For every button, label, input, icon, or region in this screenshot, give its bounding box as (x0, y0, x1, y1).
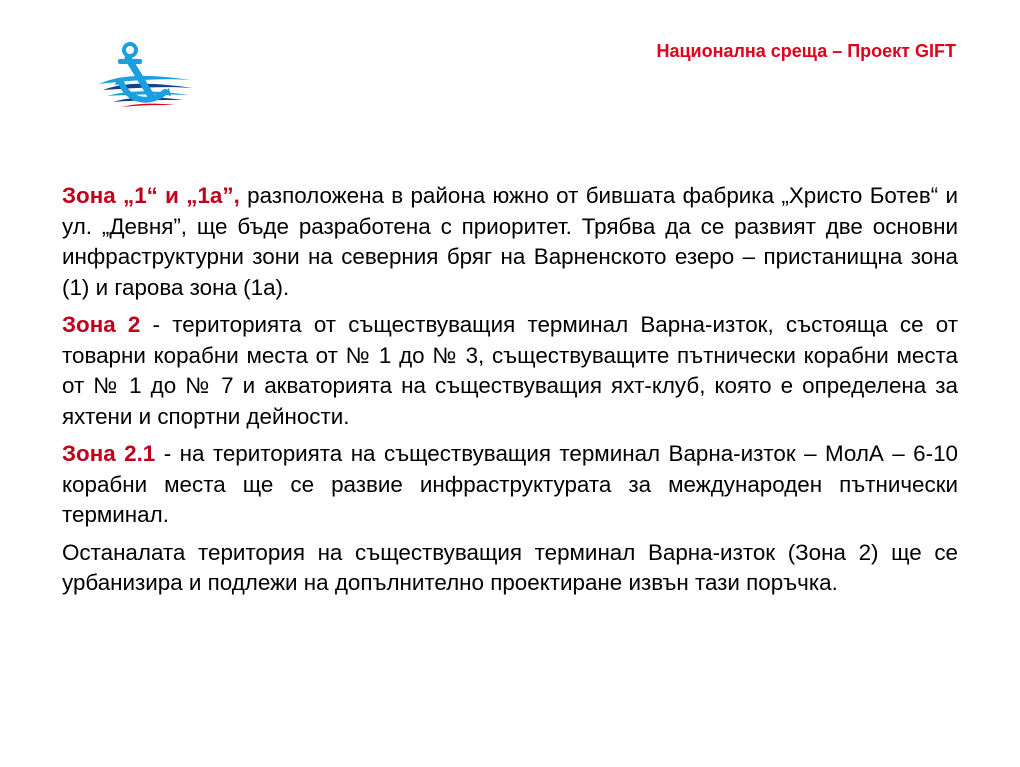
paragraph-remaining-territory (62, 538, 958, 599)
zone-1-label: Зона „1“ и „1а”, (62, 183, 240, 208)
paragraph-zone-2-1 (62, 439, 958, 531)
remaining-territory-text: Останалата територия на съществуващия терминал Варна-изток (Зона 2) ще се урбанизира и подлежи на допълнително проектиране извън тази поръчка. (62, 539, 958, 595)
zone-1-text: разположена в района южно от бившата фабрика „Христо Ботев“ и ул. „Девня”, ще бъде разработена с приоритет. Трябва да се развият две основни инфраструктурни зони на северния бряг на Варненското езеро – пристанищна зона (1) и гарова зона (1а). (62, 183, 959, 300)
zone-2-text: - територията от съществуващия терминал Варна-изток, състояща се от товарни корабни места от № 1 до № 3, съществуващите пътнически корабни места от № 1 до № 7 и акваторията на съществуващия яхт-клуб, която е определена за яхтени и спортни дейности. (62, 312, 958, 429)
zone-2-label: Зона 2 (62, 312, 141, 337)
zone-2-1-label: Зона 2.1 (62, 441, 156, 466)
anchor-logo (93, 38, 198, 116)
main-content (62, 181, 958, 606)
page-title: Национална среща – Проект GIFT (656, 41, 956, 61)
anchor-waves-icon (93, 38, 198, 116)
paragraph-zone-1 (62, 181, 958, 303)
paragraph-zone-2 (62, 310, 958, 432)
zone-2-1-text: - на територията на съществуващия терминал Варна-изток – МолА – 6-10 корабни места ще се развие инфраструктурата за международен пътнически терминал. (62, 441, 958, 527)
